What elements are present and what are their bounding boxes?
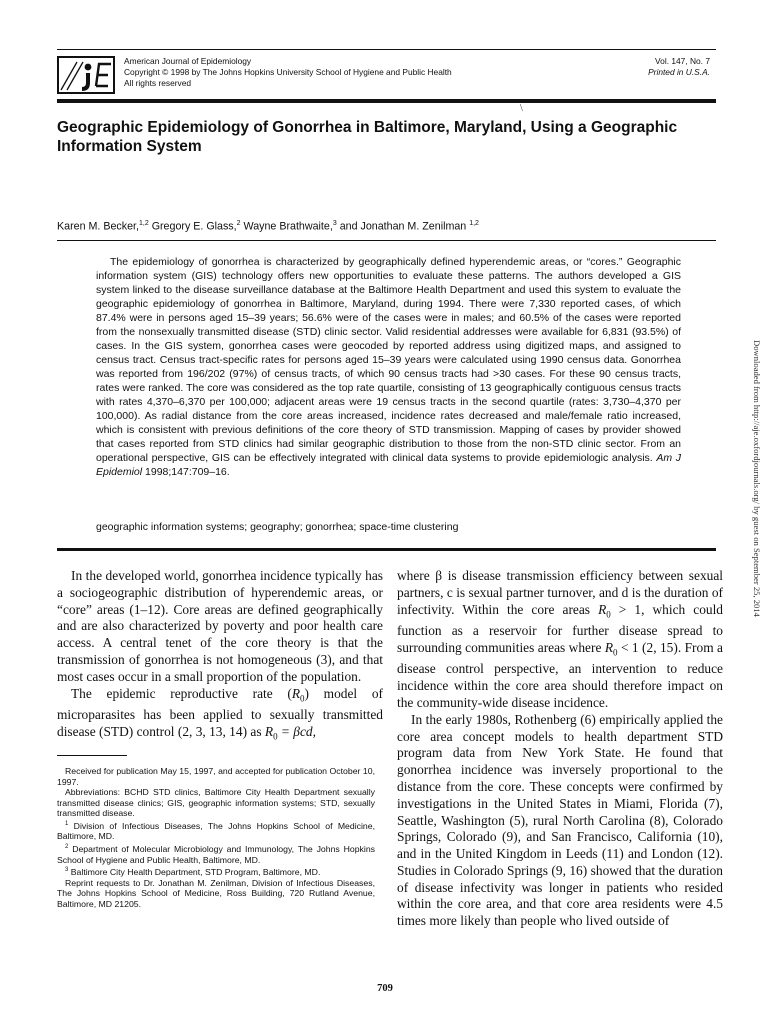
authors-rule bbox=[57, 240, 716, 241]
footnote-received: Received for publication May 15, 1997, and accepted for publication October 10, 1997. bbox=[57, 766, 375, 787]
download-note: Downloaded from http://aje.oxfordjournals.org/ by guest on September 25, 2014 bbox=[752, 340, 762, 617]
body-right-column bbox=[397, 568, 723, 930]
footnote-rule bbox=[57, 755, 127, 756]
body-left-column bbox=[57, 568, 383, 745]
keywords: geographic information systems; geography; gonorrhea; space-time clustering bbox=[96, 521, 459, 533]
r0-subscript: 0 bbox=[613, 647, 618, 658]
header-left-text bbox=[124, 56, 452, 89]
footnote-marker: 3 bbox=[65, 867, 69, 874]
footnote-reprint: Reprint requests to Dr. Jonathan M. Zenilman, Division of Infectious Diseases, The Johns Hopkins School of Medicine, Ross Building, 720 Rutland Avenue, Baltimore, MD 21205. bbox=[57, 877, 375, 909]
page-number: 709 bbox=[377, 983, 393, 994]
right-paragraph-2: In the early 1980s, Rothenberg (6) empirically applied the core area concept models to health department STD program data from New York State. He found that gonorrhea incidence was inversely proportional to the distance from the core. These concepts were confirmed by investigations in the United States in Miami, Florida (7), Seattle, Washington (5), rural North Carolina (8), Colorado Springs, Colorado (9), and San Francisco, California (10), and in the United Kingdom in Leeds (11) and London (12). Studies in Colorado Springs (9, 16) showed that the duration of disease infectivity was longer in patients who resided within the core area, and that core area residents were 4.5 times more likely than people who lived outside of bbox=[397, 711, 723, 929]
r0-symbol: R bbox=[291, 685, 301, 701]
abstract-citation-journal: Am J Epidemiol bbox=[96, 452, 681, 478]
footnote-affiliation-2 bbox=[57, 842, 375, 865]
text-run: The epidemic reproductive rate ( bbox=[71, 685, 292, 701]
left-paragraph-2 bbox=[57, 686, 383, 746]
author-1-affil: 1,2 bbox=[138, 220, 149, 227]
aje-logo bbox=[57, 56, 115, 94]
footnote-text: Baltimore City Health Department, STD Program, Baltimore, MD. bbox=[68, 867, 321, 878]
text-run: ) model of microparasites has been applied to sexually transmitted disease (STD) control (2, 3, 13, 14) as bbox=[57, 685, 383, 739]
author-3-affil: 3 bbox=[332, 220, 337, 227]
text-run: < 1 (2, 15). From a disease control perspective, an intervention to reduce incidence within the core area should therefore impact on the community-wide disease incidence. bbox=[397, 639, 723, 710]
r0-subscript: 0 bbox=[273, 731, 278, 742]
r0-symbol: R bbox=[264, 723, 274, 739]
header-top-rule bbox=[57, 49, 716, 50]
r0-symbol: R bbox=[604, 639, 614, 655]
right-paragraph-1 bbox=[397, 568, 723, 712]
abstract-body: The epidemiology of gonorrhea is characterized by geographically defined hyperendemic areas, or “cores.” Geographic information system (GIS) technology offers new opportunities to evaluate these patterns. The authors developed a GIS system linked to the disease surveillance database at the Baltimore Health Department and used this system to evaluate the geographic epidemiology of gonorrhea in Baltimore, Maryland, during 1994. There were 7,330 reported cases, of which 87.4% were in persons aged 15–39 years; 56.6% were of the cases were in males; and 60.5% of the cases were reported from the nonsexually transmitted disease (STD) clinic sector. Valid residential addresses were available for 6,831 (93.5%) of cases. In the GIS system, gonorrhea cases were geocoded by reported address using digitized maps, and assigned to census tract. Census tract-specific rates for persons aged 15–39 years were calculated using 1990 census data. Gonorrhea was reported from 196/202 (97%) of census tracts, of which 90 census tracts had >30 cases. For these 90 census tracts, rates were ranked. The core was considered as the top rate quartile, consisting of 13 geographically contiguous census tracts with rates 4,370–6,370 per 100,000; adjacent areas were 19 census tracts in the second quartile (rates: 3,730–4,370 per 100,000). As radial distance from the core areas increased, incidence rates decreased and male/female ratio increased, which is consistent with previous definitions of the core theory of STD transmission. Mapping of cases by provider showed that cases reported from STD clinics had similar geographic distribution to those from the non-STD clinic sector. From an operational perspective, GIS can be effectively integrated with clinical data systems to provide epidemiologic analysis. bbox=[96, 256, 681, 464]
author-4: and Jonathan M. Zenilman bbox=[336, 220, 470, 233]
footnote-affiliation-1 bbox=[57, 819, 375, 842]
copyright-line: Copyright © 1998 by The Johns Hopkins University School of Hygiene and Public Health bbox=[124, 67, 452, 77]
text-run: where β is disease transmission efficiency between sexual partners, c is sexual partner turnover, and d is the duration of infectivity. Within the core areas bbox=[397, 568, 723, 617]
abstract bbox=[96, 255, 681, 479]
printed-in: Printed in U.S.A. bbox=[648, 67, 710, 77]
abstract-citation-ref: 1998;147:709–16. bbox=[142, 466, 230, 478]
formula-text: = βcd, bbox=[277, 723, 316, 739]
volume-info: Vol. 147, No. 7 bbox=[655, 56, 710, 66]
footnotes bbox=[57, 766, 375, 909]
article-title: Geographic Epidemiology of Gonorrhea in Baltimore, Maryland, Using a Geographic Information System bbox=[57, 119, 678, 155]
footnote-abbreviations: Abbreviations: BCHD STD clinics, Baltimore City Health Department sexually transmitted disease clinics; GIS, geographic information systems; STD, sexually transmitted disease. bbox=[57, 787, 375, 819]
left-paragraph-1: In the developed world, gonorrhea incidence typically has a sociogeographic distribution of hyperendemic areas, or “core” areas (1–12). Core areas are defined geographically and are also characterized by poverty and poor health care access. A central tenet of the core theory is that the transmission of gonorrhea is not homogeneous (3), and that most cases occur in a small proportion of the population. bbox=[57, 568, 383, 684]
rights-line: All rights reserved bbox=[124, 78, 192, 88]
r0-subscript: 0 bbox=[606, 609, 611, 620]
header-right-text bbox=[648, 56, 710, 78]
r0-subscript: 0 bbox=[300, 693, 305, 704]
footnote-text: Division of Infectious Diseases, The Johns Hopkins School of Medicine, Baltimore, MD. bbox=[57, 820, 375, 842]
author-list bbox=[57, 220, 716, 233]
download-watermark bbox=[744, 340, 760, 670]
footnote-affiliation-3 bbox=[57, 865, 375, 877]
author-4-affil: 1,2 bbox=[469, 220, 479, 227]
author-1: Karen M. Becker, bbox=[57, 220, 139, 233]
footnote-marker: 2 bbox=[65, 844, 69, 851]
footnote-text: Department of Molecular Microbiology and Immunology, The Johns Hopkins School of Hygiene and Public Health, Baltimore, MD. bbox=[57, 843, 375, 865]
journal-name: American Journal of Epidemiology bbox=[124, 56, 252, 66]
author-2: Gregory E. Glass, bbox=[148, 220, 237, 233]
footnote-marker: 1 bbox=[65, 820, 69, 827]
author-2-affil: 2 bbox=[236, 220, 241, 227]
journal-header bbox=[57, 54, 716, 94]
abstract-bottom-rule bbox=[57, 548, 716, 551]
scan-mark: \ bbox=[520, 103, 523, 114]
author-3: Wayne Brathwaite, bbox=[240, 220, 333, 233]
r0-symbol: R bbox=[598, 601, 607, 617]
header-thick-rule bbox=[57, 99, 716, 103]
text-run: > 1, which could function as a reservoir for further disease spread to surrounding communities areas where bbox=[397, 601, 724, 655]
